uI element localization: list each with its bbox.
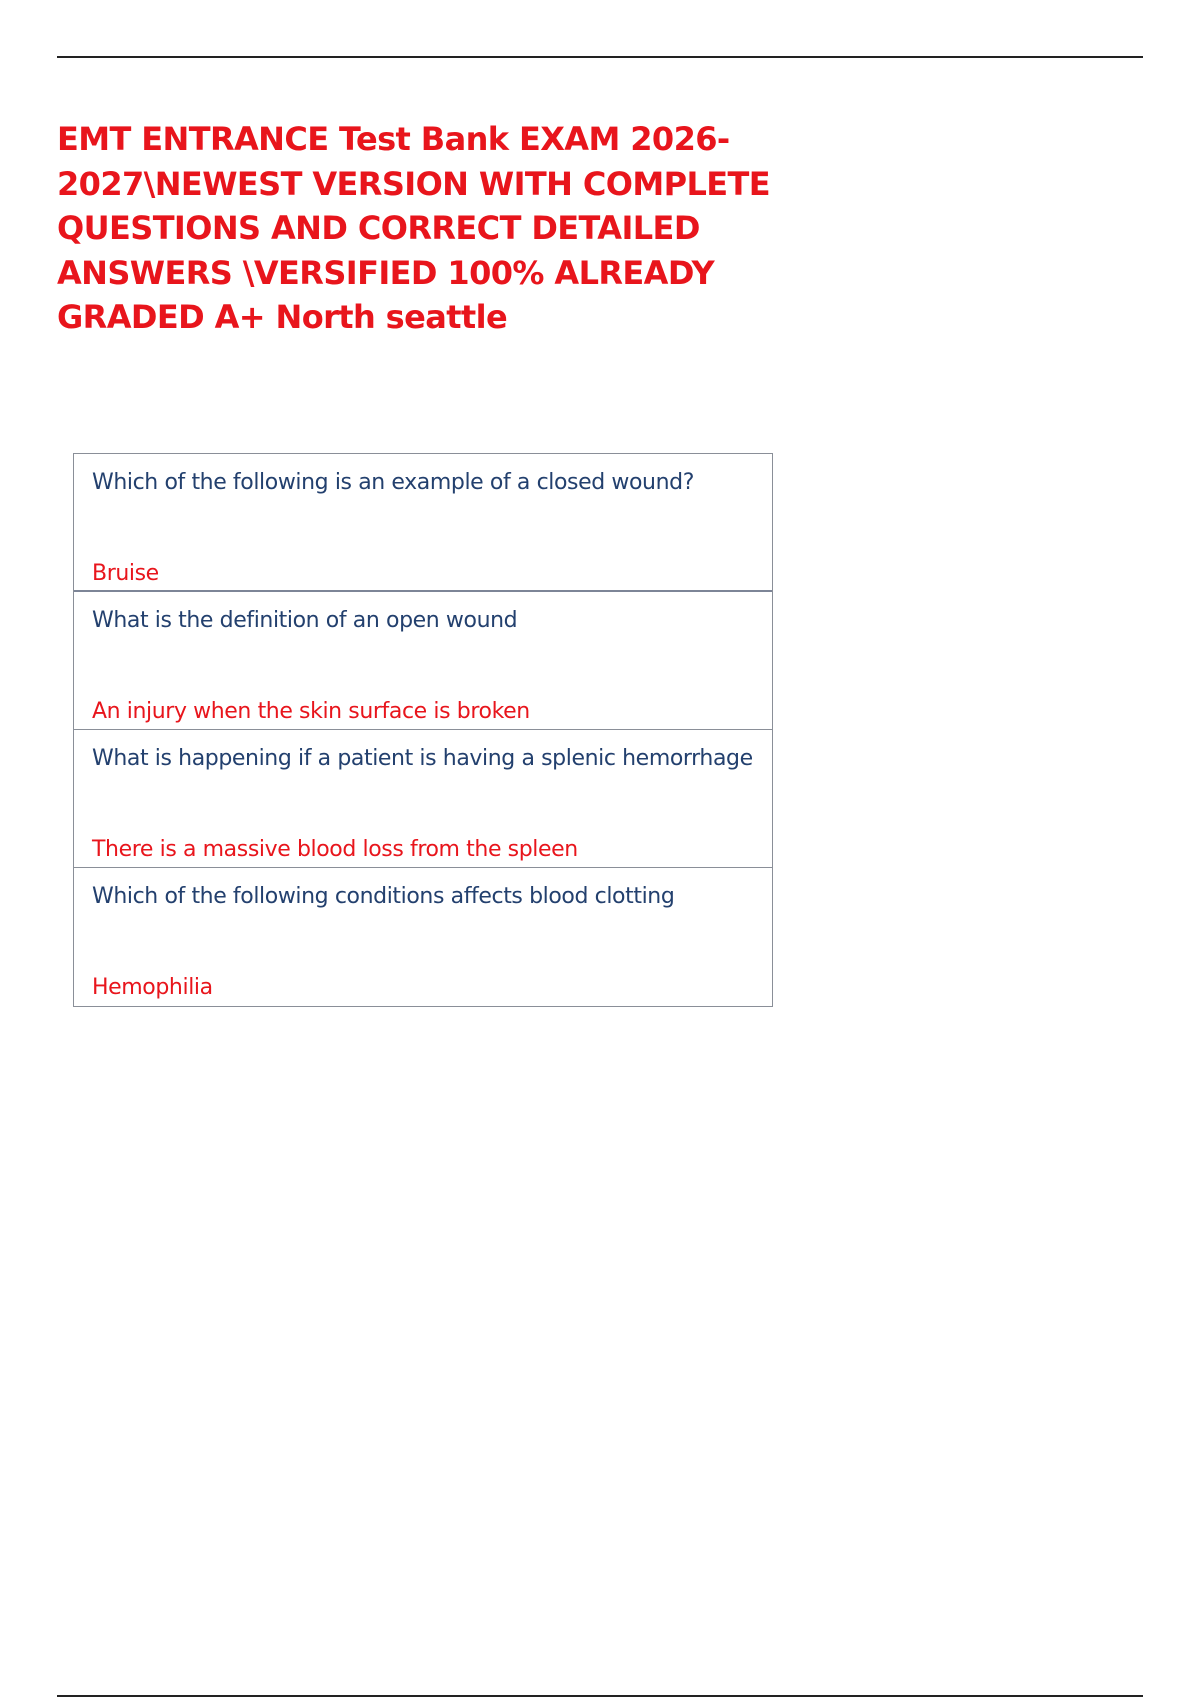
answer-text: An injury when the skin surface is broken	[92, 699, 530, 724]
title-line: QUESTIONS AND CORRECT DETAILED	[57, 209, 700, 247]
header-rule	[57, 56, 1143, 58]
answer-text: Bruise	[92, 561, 159, 586]
answer-text: Hemophilia	[92, 975, 213, 1000]
question-text: Which of the following is an example of a closed wound?	[92, 470, 694, 495]
title-line: GRADED A+ North seattle	[57, 298, 508, 336]
title-line: ANSWERS \VERSIFIED 100% ALREADY	[57, 253, 715, 292]
document-title	[57, 117, 817, 340]
qa-row	[74, 592, 772, 730]
footer-rule	[57, 1695, 1143, 1697]
title-line: 2027\NEWEST VERSION WITH COMPLETE	[57, 164, 770, 203]
qa-row	[74, 454, 772, 592]
qa-table	[73, 453, 773, 1007]
qa-row	[74, 730, 772, 868]
question-text: Which of the following conditions affects blood clotting	[92, 884, 675, 909]
qa-row	[74, 868, 772, 1006]
answer-text: There is a massive blood loss from the spleen	[92, 837, 578, 862]
question-text: What is the definition of an open wound	[92, 608, 518, 633]
title-line: EMT ENTRANCE Test Bank EXAM 2026-	[57, 120, 730, 158]
question-text: What is happening if a patient is having a splenic hemorrhage	[92, 746, 753, 771]
